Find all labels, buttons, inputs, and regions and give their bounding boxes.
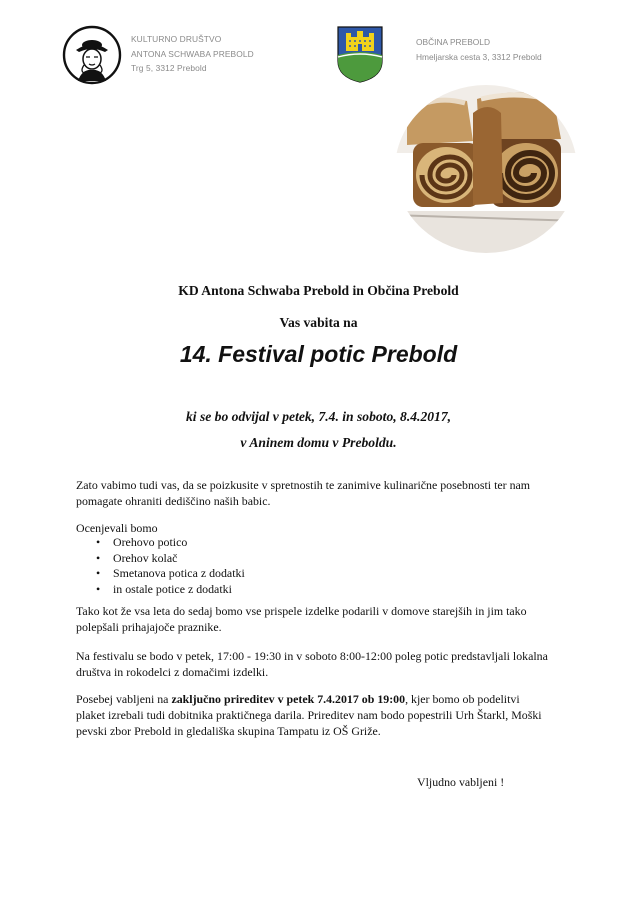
evaluated-categories-list xyxy=(76,535,476,597)
invite-line: Vas vabita na xyxy=(279,315,358,330)
paragraph-closing-event: Posebej vabljeni na zaključno prireditev v petek 7.4.2017 ob 19:00, kjer bomo ob podelitvi plaket izrebali tudi dobitnika praktičnega darila. Prireditev nam bodo popestrili Urh Štarkl, Moški pevski zbor Prebold in gledališka skupina Tampatu iz OŠ Griže. xyxy=(76,692,542,738)
portrait-logo-icon xyxy=(62,25,122,85)
paragraph-intro: Zato vabimo tudi vas, da se poizkusite v spretnostih te zanimive kulinarične posebnosti ter nam pomagate ohraniti dediščino naših babic. xyxy=(76,478,531,508)
event-title: 14. Festival potic Prebold xyxy=(179,341,458,367)
potica-cake-photo xyxy=(393,83,579,255)
society-address: KULTURNO DRUŠTVO ANTONA SCHWABA PREBOLD Trg 5, 3312 Prebold xyxy=(131,34,254,73)
paragraph-schedule: Na festivalu se bodo v petek, 17:00 - 19:30 in v soboto 8:00-12:00 poleg potic predstavljali lokalna društva in rokodelci z domačimi izdelki. xyxy=(76,649,548,679)
list-item: • Smetanova potica z dodatki xyxy=(96,566,245,580)
event-venue: v Aninem domu v Preboldu. xyxy=(240,435,397,450)
organizers-line: KD Antona Schwaba Prebold in Občina Prebold xyxy=(178,283,459,298)
closing-event-highlight: zaključno prireditev v petek 7.4.2017 ob 19:00 xyxy=(171,692,406,706)
bullet-icon: • xyxy=(96,566,101,580)
bullet-icon: • xyxy=(96,581,101,596)
paragraph-donation: Tako kot že vsa leta do sedaj bomo vse prispele izdelke podarili v domove starejših in jim tako polepšali prihajajoče praznike. xyxy=(76,604,527,634)
closing-greeting: Vljudno vabljeni ! xyxy=(417,775,505,789)
bullet-icon: • xyxy=(96,550,101,565)
municipality-address: OBČINA PREBOLD Hmeljarska cesta 3, 3312 Prebold xyxy=(416,37,542,62)
list-item: • Orehov kolač xyxy=(96,550,178,565)
prebold-coat-of-arms-icon xyxy=(336,25,384,83)
event-dates: ki se bo odvijal v petek, 7.4. in soboto, 8.4.2017, xyxy=(185,409,452,424)
list-item: • Orehovo potico xyxy=(96,535,188,549)
letterhead xyxy=(0,22,637,92)
bullet-icon: • xyxy=(96,535,101,549)
list-label: Ocenjevali bomo xyxy=(76,521,158,535)
list-item: • in ostale potice z dodatki xyxy=(96,581,232,596)
